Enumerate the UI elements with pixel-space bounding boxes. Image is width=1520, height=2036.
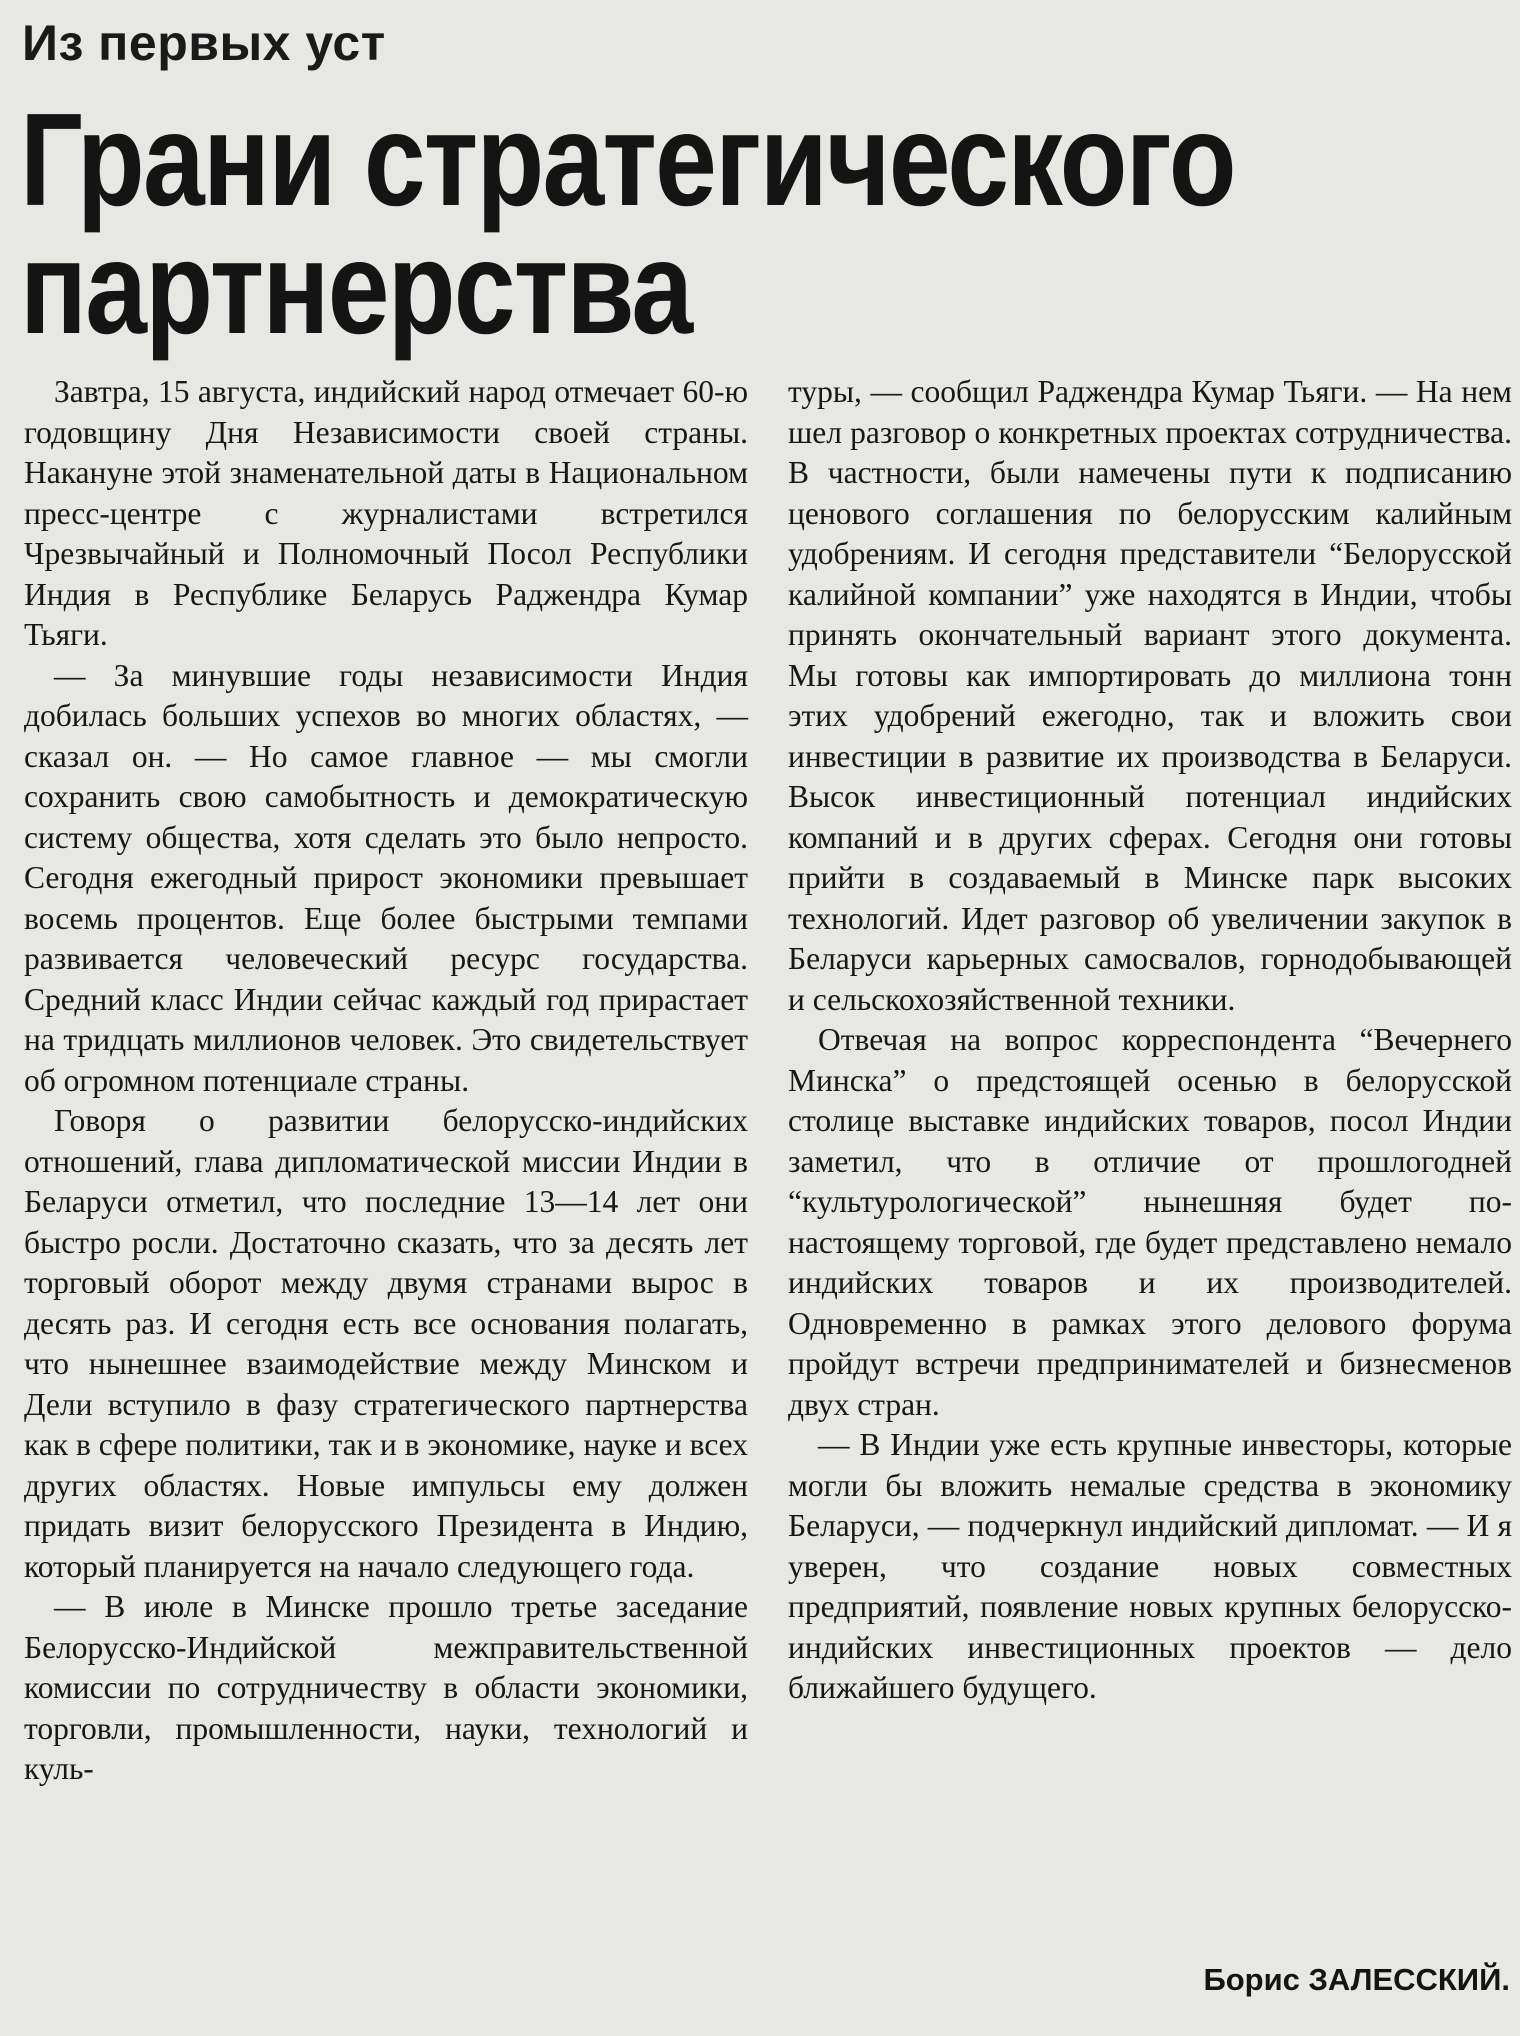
headline-line-1: Грани стратегического: [20, 86, 1235, 233]
paragraph: Завтра, 15 августа, индийский народ отмечает 60-ю годовщину Дня Независимости своей страны. Накануне этой знаменательной даты в Национальном пресс-центре с журналистами встретился Чрезвычайный и Полномочный Посол Республики Индия в Республике Беларусь Раджендра Кумар Тьяги.: [24, 374, 748, 652]
paragraph: туры, — сообщил Раджендра Кумар Тьяги. — На нем шел разговор о конкретных проектах сотрудничества. В частности, были намечены пути к подписанию ценового соглашения по белорусским калийным удобрениям. И сегодня представители “Белорусской калийной компании” уже находятся в Индии, чтобы принять окончательный вариант этого документа. Мы готовы как импортировать до миллиона тонн этих удобрений ежегодно, так и вложить свои инвестиции в развитие их производства в Беларуси. Высок инвестиционный потенциал индийских компаний и в других сферах. Сегодня они готовы прийти в создаваемый в Минске парк высоких технологий. Идет разговор об увеличении закупок в Беларуси карьерных самосвалов, горнодобывающей и сельскохозяйственной техники.: [788, 374, 1512, 1017]
paragraph: — В Индии уже есть крупные инвесторы, которые могли бы вложить немалые средства в экономику Беларуси, — подчеркнул индийский дипломат. — И я уверен, что создание новых совместных предприятий, появление новых крупных белорусско-индийских инвестиционных проектов — дело ближайшего будущего.: [788, 1427, 1512, 1705]
paragraph: Отвечая на вопрос корреспондента “Вечернего Минска” о предстоящей осенью в белорусской столице выставке индийских товаров, посол Индии заметил, что в отличие от прошлогодней “культурологической” нынешняя будет по-настоящему торговой, где будет представлено немало индийских товаров и их производителей. Одновременно в рамках этого делового форума пройдут встречи предпринимателей и бизнесменов двух стран.: [788, 1022, 1512, 1422]
paragraph: Говоря о развитии белорусско-индийских отношений, глава дипломатической миссии Индии в Беларуси отметил, что последние 13—14 лет они быстро росли. Достаточно сказать, что за десять лет торговый оборот между двумя странами вырос в десять раз. И сегодня есть все основания полагать, что нынешнее взаимодействие между Минском и Дели вступило в фазу стратегического партнерства как в сфере политики, так и в экономике, науке и всех других областях. Новые импульсы ему должен придать визит белорусского Президента в Индию, который планируется на начало следующего года.: [24, 1103, 748, 1584]
headline: [20, 86, 1480, 361]
left-column: [24, 372, 748, 1790]
paragraph: — За минувшие годы независимости Индия добилась больших успехов во многих областях, — сказал он. — Но самое главное — мы смогли сохранить свою самобытность и демократическую систему общества, хотя сделать это было непросто. Сегодня ежегодный прирост экономики превышает восемь процентов. Еще более быстрыми темпами развивается человеческий ресурс государства. Средний класс Индии сейчас каждый год прирастает на тридцать миллионов человек. Это свидетельствует об огромном потенциале страны.: [24, 657, 748, 1098]
author-signature: Борис ЗАЛЕССКИЙ.: [1203, 1962, 1510, 1997]
headline-line-2: партнерства: [20, 214, 692, 361]
right-column: [788, 372, 1512, 1709]
rubric: Из первых уст: [22, 15, 386, 71]
paragraph: — В июле в Минске прошло третье заседание Белорусско-Индийской межправительственной комиссии по сотрудничеству в области экономики, торговли, промышленности, науки, технологий и куль-: [24, 1589, 748, 1786]
